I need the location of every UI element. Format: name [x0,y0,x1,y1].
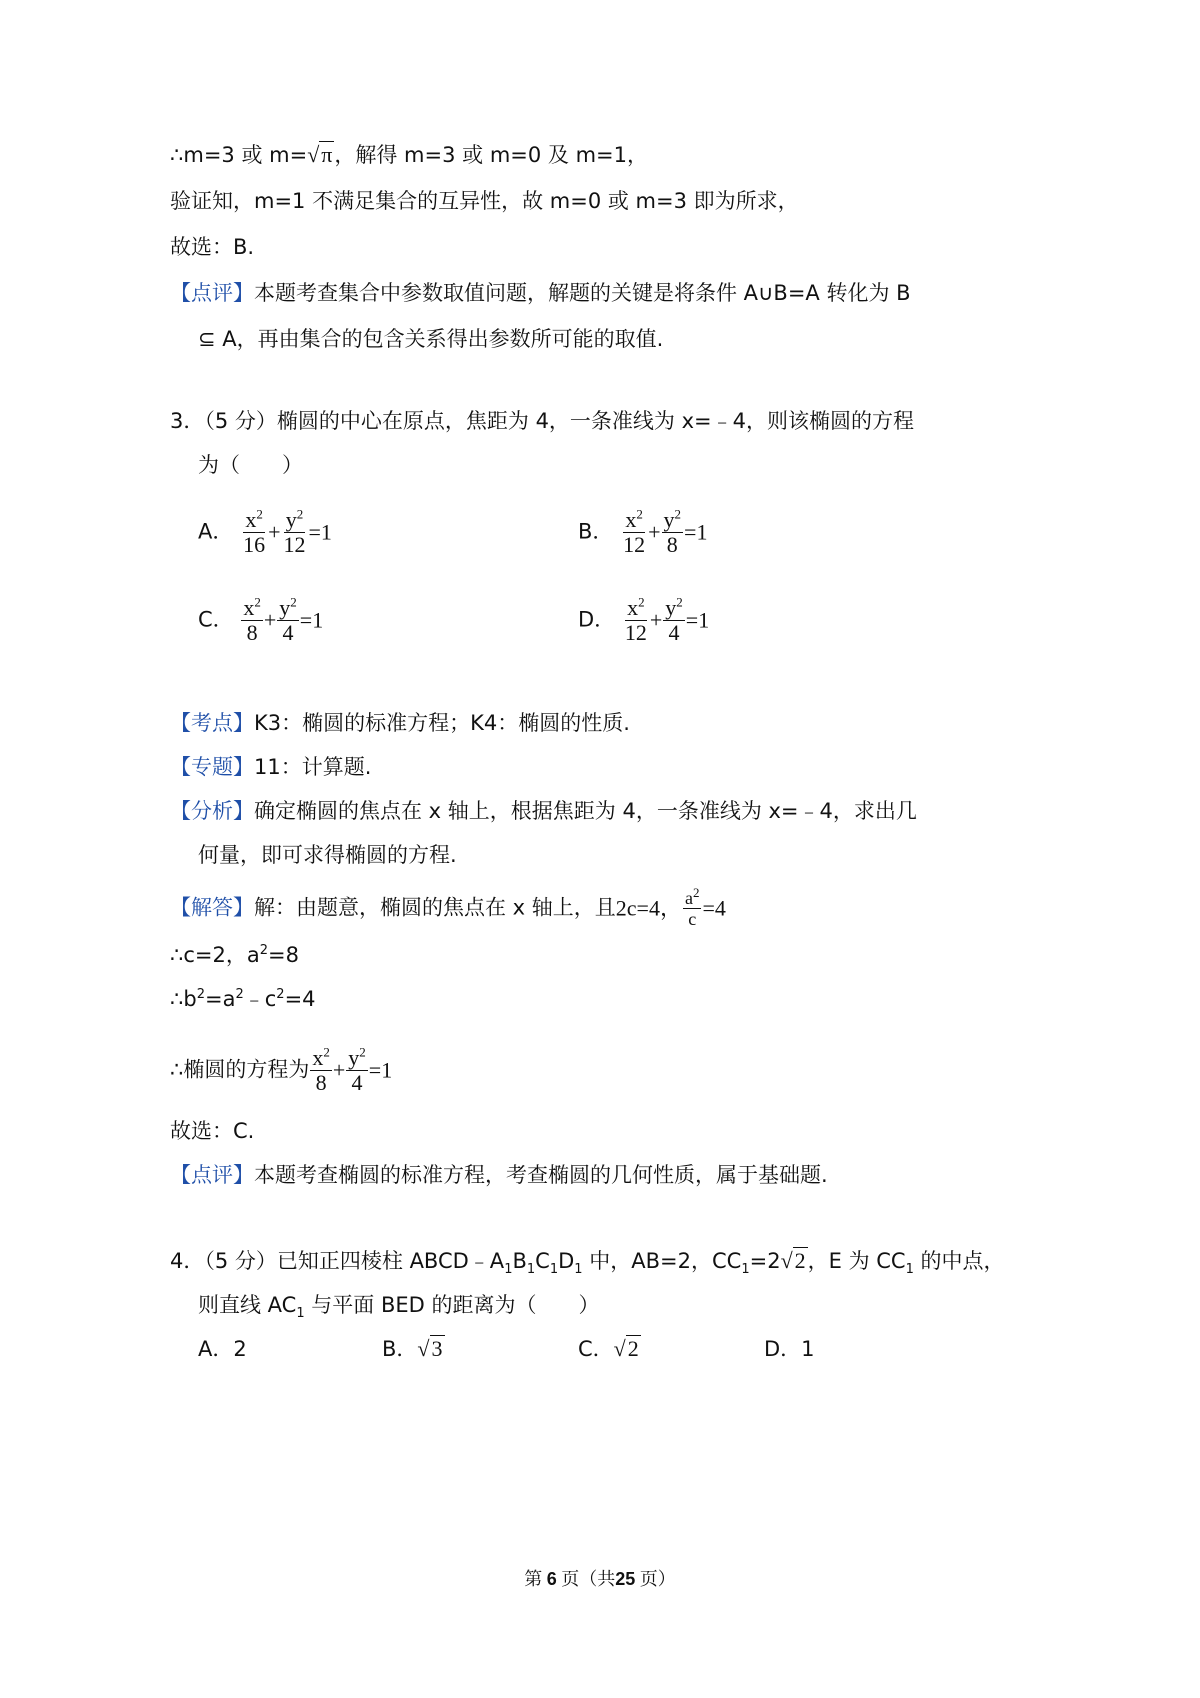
q2-line1-a: ∴m=3 或 m= [170,143,308,167]
jieda-text: 解：由题意，椭圆的焦点在 x 轴上，且 [254,895,616,920]
q3-step3: ∴椭圆的方程为 $\frac{x^2}{8}$ + $\frac{y^2}{4}$ =1 [170,1044,393,1095]
sqrt-2: √2 [613,1336,639,1361]
q4-option-d[interactable]: D．1 [764,1337,815,1361]
sqrt-2: √2 [780,1248,806,1273]
total-pages: 25 [615,1569,636,1589]
page-footer: 第 6 页（共25 页） [524,1569,676,1589]
zhuanti-tag: 【专题】 [170,755,254,779]
kaodian-text: K3：椭圆的标准方程；K4：椭圆的性质. [254,711,630,735]
q3-stem-1: 3．（5 分）椭圆的中心在原点，焦距为 4，一条准线为 x=﹣4，则该椭圆的方程 [170,409,914,433]
review-tag: 【点评】 [170,1163,254,1187]
q3-fenxi-2: 何量，即可求得椭圆的方程. [198,843,457,867]
option-label: C． [198,607,234,632]
q3-option-d[interactable]: D． $\frac{x^2}{12}$ + $\frac{y^2}{4}$ =1 [578,594,710,645]
fraction: $\frac{x^2}{8}$ [243,594,261,645]
q2-line2: 验证知，m=1 不满足集合的互异性，故 m=0 或 m=3 即为所求， [170,189,799,213]
q3-review [170,1160,828,1190]
review-text: 本题考查集合中参数取值问题，解题的关键是将条件 A∪B=A 转化为 B [254,281,911,305]
fraction: $\frac{y^2}{8}$ [663,506,682,557]
sqrt-pi: √π [307,142,333,167]
review-tag: 【点评】 [170,281,254,305]
q3-kaodian [170,708,630,738]
eq-2c: 2c=4， [615,895,682,921]
fraction: $\frac{x^2}{12}$ [624,594,647,645]
fraction: $\frac{x^2}{12}$ [623,506,646,557]
q3-choose: 故选：C. [170,1119,255,1143]
q4-option-b[interactable]: B．√3 [382,1334,445,1364]
fraction: $\frac{y^2}{12}$ [283,506,306,557]
review-text: 本题考查椭圆的标准方程，考查椭圆的几何性质，属于基础题. [254,1163,828,1187]
q3-step2: $\therefore b^2=a^2﹣c^2=4$ [170,987,316,1011]
q2-line3: 故选：B. [170,235,255,259]
option-label: A． [198,519,234,544]
q3-stem-2: 为（ ） [198,453,303,477]
fraction: $\frac{x^2}{8}$ [312,1044,330,1095]
fraction-a2-c: $\frac{a^2}{c}$ [684,885,700,929]
q4-option-a[interactable]: A．2 [198,1337,247,1361]
fraction: $\frac{y^2}{4}$ [348,1044,366,1095]
jieda-tag: 【解答】 [170,895,254,920]
q3-option-b[interactable]: B． $\frac{x^2}{12}$ + $\frac{y^2}{8}$ =1 [578,506,708,557]
page-number: 6 [546,1569,557,1589]
fraction: $\frac{x^2}{16}$ [243,506,266,557]
option-label: D． [578,607,616,632]
q2-review-2: ⊆ A，再由集合的包含关系得出参数所可能的取值. [198,327,664,351]
q2-line1 [170,140,648,170]
sqrt-3: √3 [417,1336,443,1361]
q4-stem-1: 4．（5 分）已知正四棱柱 $ABCD﹣A_1B_1C_1D_1$ 中，AB=2，$CC_1=2√2$，E 为 $CC_1$ 的中点， [170,1248,1005,1278]
option-label: B． [578,519,614,544]
q3-option-a[interactable]: A． $\frac{x^2}{16}$ + $\frac{y^2}{12}$ =1 [198,506,332,557]
fraction: $\frac{y^2}{4}$ [279,594,297,645]
fraction: $\frac{y^2}{4}$ [665,594,683,645]
zhuanti-text: 11：计算题. [254,755,372,779]
q2-review-1 [170,278,911,308]
q2-line1-b: ，解得 m=3 或 m=0 及 m=1， [334,143,648,167]
q4-option-c[interactable]: C．√2 [578,1334,641,1364]
kaodian-tag: 【考点】 [170,711,254,735]
q3-fenxi-1 [170,796,917,826]
q3-step1: ∴c=2，$a^2=8$ [170,943,299,967]
q3-zhuanti [170,752,371,782]
q3-jieda: 【解答】解：由题意，椭圆的焦点在 x 轴上，且2c=4， $\frac{a^2}{c}$ =4 [170,885,726,929]
fenxi-text: 确定椭圆的焦点在 x 轴上，根据焦距为 4，一条准线为 x=﹣4，求出几 [254,799,917,823]
fenxi-tag: 【分析】 [170,799,254,823]
q4-stem-2: 则直线 $AC_1$ 与平面 BED 的距离为（ ） [198,1293,600,1322]
q3-option-c[interactable]: C． $\frac{x^2}{8}$ + $\frac{y^2}{4}$ =1 [198,594,324,645]
